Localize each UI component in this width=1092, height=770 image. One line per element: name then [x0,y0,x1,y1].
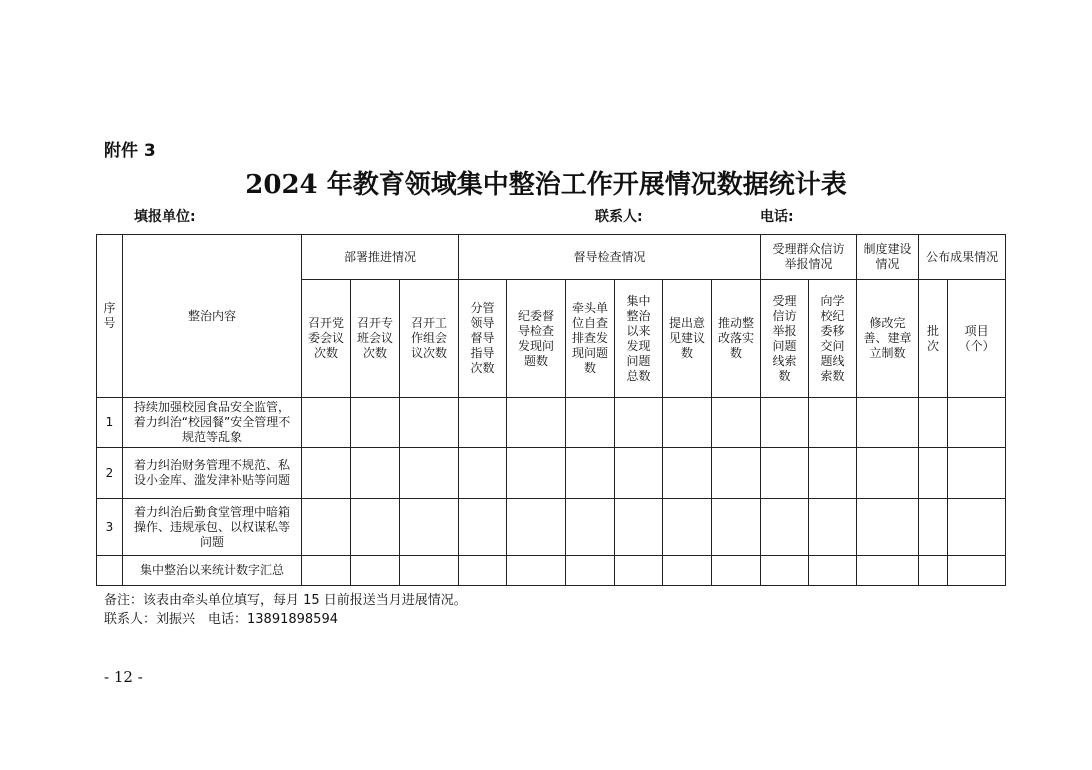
data-cell[interactable] [809,398,857,448]
row-seq: 3 [97,499,123,556]
table-row [97,398,1006,448]
header-supervise: 督导检查情况 [459,235,761,280]
header-rectified: 推动整改落实数 [712,280,761,398]
header-items: 项目（个） [948,280,1006,398]
data-cell[interactable] [919,499,948,556]
data-cell[interactable] [507,398,566,448]
page-number: - 12 - [104,668,143,686]
data-cell[interactable] [302,499,351,556]
data-cell[interactable] [663,398,712,448]
data-cell[interactable] [919,448,948,499]
data-cell[interactable] [712,556,761,586]
header-content: 整治内容 [123,235,302,398]
page-title: 2024 年教育领域集中整治工作开展情况数据统计表 [245,170,847,200]
data-cell[interactable] [566,556,615,586]
footnote: 备注：该表由牵头单位填写，每月 15 日前报送当月进展情况。 [104,593,467,608]
header-row-groups [97,235,1006,280]
header-rules: 修改完善、建章立制数 [857,280,919,398]
data-cell[interactable] [712,499,761,556]
data-cell[interactable] [712,398,761,448]
row-seq: 1 [97,398,123,448]
row-content: 着力纠治后勤食堂管理中暗箱操作、违规承包、以权谋私等问题 [123,499,302,556]
data-cell[interactable] [615,499,663,556]
fill-unit-label: 填报单位: [134,209,196,225]
row-seq [97,556,123,586]
data-cell[interactable] [919,398,948,448]
data-cell[interactable] [761,556,809,586]
row-content: 着力纠治财务管理不规范、私设小金库、滥发津补贴等问题 [123,448,302,499]
data-cell[interactable] [302,448,351,499]
header-deploy: 部署推进情况 [302,235,459,280]
data-cell[interactable] [351,556,400,586]
data-cell[interactable] [663,448,712,499]
contact-line: 联系人：刘振兴 电话：13891898594 [104,612,338,627]
table-row [97,499,1006,556]
data-cell[interactable] [351,499,400,556]
data-cell[interactable] [507,448,566,499]
data-cell[interactable] [615,398,663,448]
data-cell[interactable] [948,556,1006,586]
data-cell[interactable] [663,556,712,586]
header-party-meetings: 召开党委会议次数 [302,280,351,398]
data-cell[interactable] [400,448,459,499]
header-discipline-found: 纪委督导检查发现问题数 [507,280,566,398]
row-content: 集中整治以来统计数字汇总 [123,556,302,586]
data-cell[interactable] [459,556,507,586]
data-cell[interactable] [857,398,919,448]
data-cell[interactable] [400,556,459,586]
data-cell[interactable] [459,398,507,448]
data-cell[interactable] [507,556,566,586]
data-cell[interactable] [459,448,507,499]
header-publish: 公布成果情况 [919,235,1006,280]
row-content: 持续加强校园食品安全监管，着力纠治“校园餐”安全管理不规范等乱象 [123,398,302,448]
row-seq: 2 [97,448,123,499]
data-cell[interactable] [566,448,615,499]
header-petition: 受理群众信访举报情况 [761,235,857,280]
data-cell[interactable] [857,556,919,586]
data-cell[interactable] [400,398,459,448]
data-cell[interactable] [351,398,400,448]
data-cell[interactable] [809,556,857,586]
data-cell[interactable] [615,556,663,586]
header-seq: 序号 [97,235,123,398]
data-cell[interactable] [351,448,400,499]
data-cell[interactable] [809,448,857,499]
data-cell[interactable] [761,398,809,448]
data-cell[interactable] [663,499,712,556]
data-cell[interactable] [948,398,1006,448]
header-system: 制度建设情况 [857,235,919,280]
header-leader-supervise: 分管领导督导指导次数 [459,280,507,398]
contact-person-label: 联系人: [595,209,643,225]
data-cell[interactable] [459,499,507,556]
data-cell[interactable] [809,499,857,556]
header-lead-unit-found: 牵头单位自查排查发现问题数 [566,280,615,398]
data-cell[interactable] [566,398,615,448]
data-cell[interactable] [507,499,566,556]
data-cell[interactable] [761,448,809,499]
header-total-found: 集中整治以来发现问题总数 [615,280,663,398]
data-cell[interactable] [302,556,351,586]
data-cell[interactable] [857,499,919,556]
data-cell[interactable] [566,499,615,556]
table-row [97,448,1006,499]
header-clues-received: 受理信访举报问题线索数 [761,280,809,398]
phone-label: 电话: [760,209,794,225]
attachment-label: 附件 3 [104,141,156,161]
header-suggestions: 提出意见建议数 [663,280,712,398]
data-cell[interactable] [857,448,919,499]
data-cell[interactable] [712,448,761,499]
header-clues-transferred: 向学校纪委移交问题线索数 [809,280,857,398]
summary-row [97,556,1006,586]
data-cell[interactable] [948,448,1006,499]
data-cell[interactable] [400,499,459,556]
data-cell[interactable] [761,499,809,556]
header-working-group: 召开工作组会议次数 [400,280,459,398]
data-cell[interactable] [919,556,948,586]
data-cell[interactable] [948,499,1006,556]
statistics-table [96,234,1006,586]
header-special-meetings: 召开专班会议次数 [351,280,400,398]
header-batches: 批次 [919,280,948,398]
data-cell[interactable] [615,448,663,499]
data-cell[interactable] [302,398,351,448]
